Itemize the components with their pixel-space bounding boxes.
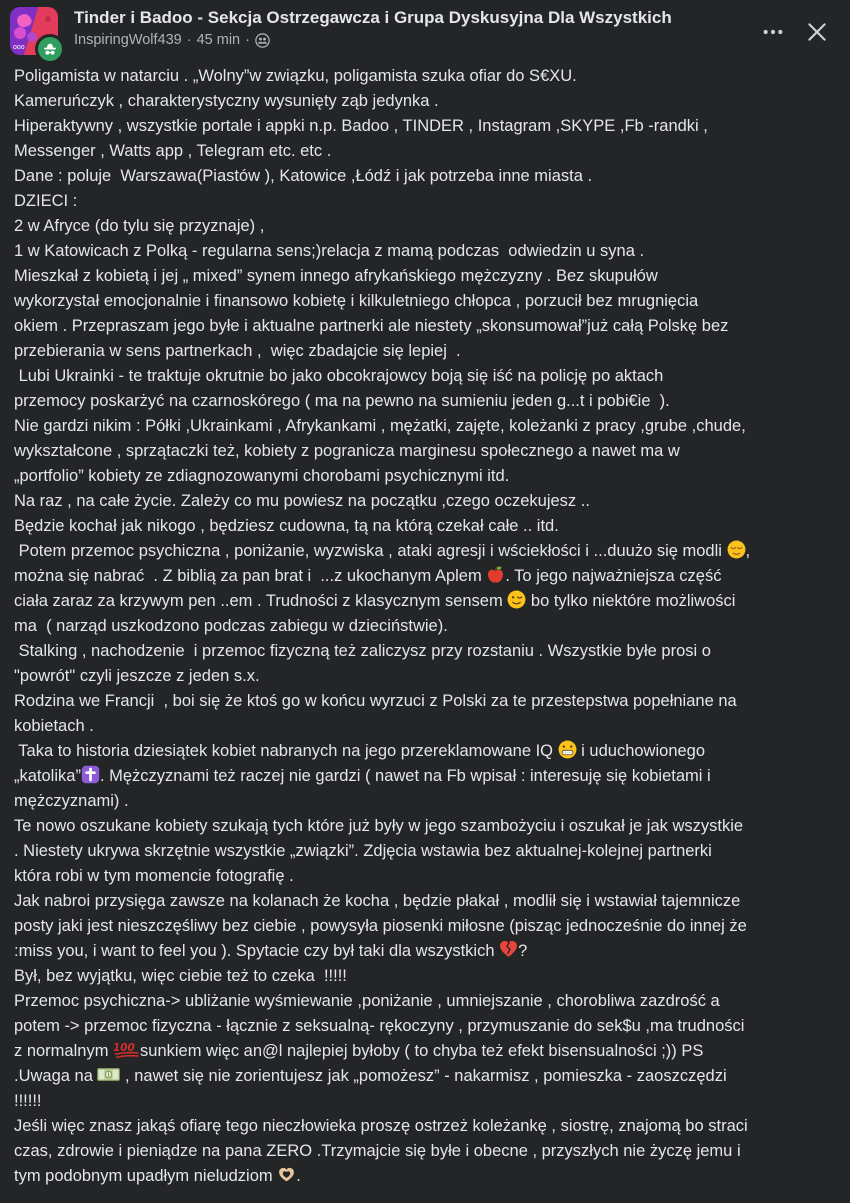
post-text-line: 2 w Afryce (do tylu się przyznaje) ,: [14, 217, 265, 235]
post-text-line: „katolika” . Mężczyznami też raczej nie gardzi ( nawet na Fb wpisał : interesuję się kobietami i: [14, 767, 711, 785]
post-text-line: posty jaki jest nieszczęśliwy bez ciebie , powysyła piosenki miłosne (pisząc jednocześnie do innej że: [14, 917, 747, 935]
post-text-line: Te nowo oszukane kobiety szukają tych które już były w jego szambożyciu i oszukał je jak wszystkie: [14, 817, 744, 835]
post-text-line: Taka to historia dziesiątek kobiet nabranych na jego przereklamowane IQ i uduchowionego: [14, 742, 706, 760]
close-button[interactable]: [802, 17, 832, 47]
group-name[interactable]: Tinder i Badoo - Sekcja Ostrzegawcza i Grupa Dyskusyjna Dla Wszystkich: [74, 8, 672, 27]
post-text-line: Dane : poluje Warszawa(Piastów ), Katowice ,Łódź i jak potrzeba inne miasta .: [14, 167, 593, 185]
dollar-banknote-icon: [97, 1066, 120, 1083]
post-text-line: Mieszkał z kobietą i jej „ mixed” synem innego afrykańskiego mężczyzny . Bez skupułów: [14, 267, 658, 285]
post-text-line: wykorzystał emocjonalnie i finansowo kobietę i kilkuletniego chłopca , porzucił bez mrugnięcia: [14, 292, 699, 310]
incognito-icon: [41, 40, 59, 58]
post-text-line: Stalking , nachodzenie i przemoc fizyczną też zaliczysz przy rozstaniu . Wszystkie byłe prosi o: [14, 642, 711, 660]
post-text-line: !!!!!!: [14, 1092, 42, 1110]
post-text-line: Jak nabroi przysięga zawsze na kolanach że kocha , będzie płakał , modlił się i wstawiał tajemnicze: [14, 892, 741, 910]
ellipsis-icon: [762, 21, 784, 43]
post-text-line: Hiperaktywny , wszystkie portale i appki n.p. Badoo , TINDER , Instagram ,SKYPE ,Fb -randki ,: [14, 117, 708, 135]
anonymous-badge: [35, 34, 65, 64]
more-options-button[interactable]: [760, 19, 786, 45]
group-avatar[interactable]: [10, 7, 58, 55]
post-text-line: .Uwaga na , nawet się nie zorientujesz jak „pomożesz” - nakarmisz , pomieszka - zaoszczędzi: [14, 1067, 727, 1085]
post-text-line: 1 w Katowicach z Polką - regularna sens;)relacja z mamą podczas odwiedzin u syna .: [14, 242, 645, 260]
winking-face-icon: [507, 590, 526, 609]
post-text-line: Poligamista w natarciu . „Wolny”w związku, poligamista szuka ofiar do S€XU.: [14, 67, 577, 85]
post-text-line: ma ( narząd uszkodzono podczas zabiegu w dzieciństwie).: [14, 617, 448, 635]
post-text-line: kobietach .: [14, 717, 94, 735]
post-text-line: Potem przemoc psychiczna , poniżanie, wyzwiska , ataki agresji i wściekłości i ...duużo się modli ,: [14, 542, 751, 560]
post-text-line: czas, zdrowie i pieniądze na pana ZERO .Trzymajcie się byłe i obecne , przyszłych nie życzę jemu i: [14, 1142, 741, 1160]
post-text-line: ciała zaraz za krzywym pen ..em . Trudności z klasycznym sensem bo tylko niektóre możliwości: [14, 592, 736, 610]
post-text-line: DZIECI :: [14, 192, 78, 210]
post-text-line: która robi w tym momencie fotografię .: [14, 867, 294, 885]
relieved-face-icon: [727, 540, 746, 559]
post-text-line: „portfolio” kobiety ze zdiagnozowanymi chorobami psychicznymi itd.: [14, 467, 510, 485]
broken-heart-icon: [499, 940, 518, 959]
group-privacy-icon: [255, 33, 270, 48]
red-apple-icon: [486, 565, 505, 584]
post-timestamp[interactable]: 45 min: [196, 32, 241, 48]
grimacing-face-icon: [558, 740, 577, 759]
post-text-line: potem -> przemoc fizyczna - łącznie z seksualną- rękoczyny , przymuszanie do sek$u ,ma trudności: [14, 1017, 745, 1035]
post-text-line: z normalnym 100 sunkiem więc an@l najlepiej byłoby ( to chyba też efekt bisensualności ;)) PS: [14, 1042, 704, 1060]
post-text-line: . Niestety ukrywa skrzętnie wszystkie „związki”. Zdjęcia wstawia bez aktualnej-kolejnej partnerki: [14, 842, 712, 860]
post-text-line: Lubi Ukrainki - te traktuje okrutnie bo jako obcokrajowcy boją się iść na policję po aktach: [14, 367, 664, 385]
post-text-line: Na raz , na całe życie. Zależy co mu powiesz na początku ,czego oczekujesz ..: [14, 492, 590, 510]
post-text-line: Kameruńczyk , charakterystyczny wysunięty ząb jedynka .: [14, 92, 439, 110]
svg-text:ooo: ooo: [13, 44, 25, 51]
post-text-line: tym podobnym upadłym nieludziom .: [14, 1167, 301, 1185]
close-icon: [804, 19, 830, 45]
author-name[interactable]: InspiringWolf439: [74, 32, 182, 48]
post-body: [0, 55, 850, 1189]
post-text-line: można się nabrać . Z biblią za pan brat i ...z ukochanym Aplem . To jego najważniejsza część: [14, 567, 722, 585]
separator-dot: ·: [186, 32, 192, 48]
post-text-line: Jeśli więc znasz jakąś ofiarę tego nieczłowieka proszę ostrzeż koleżankę , siostrę, znajomą bo straci: [14, 1117, 748, 1135]
hundred-points-icon: [113, 1040, 140, 1059]
post-text-line: przemocy poskarżyć na czarnoskórego ( ma na pewno na sumieniu jeden g...t i pobi€ie ).: [14, 392, 670, 410]
post-header: [0, 0, 850, 55]
latin-cross-icon: [81, 765, 100, 784]
post-text-line: Przemoc psychiczna-> ubliżanie wyśmiewanie ,poniżanie , umniejszanie , chorobliwa zazdrość a: [14, 992, 720, 1010]
post-text-line: Był, bez wyjątku, więc ciebie też to czeka !!!!!: [14, 967, 347, 985]
post-text-line: :miss you, i want to feel you ). Spytacie czy był taki dla wszystkich ?: [14, 942, 528, 960]
post-text-line: "powrót" czyli jeszcze z jeden s.x.: [14, 667, 260, 685]
post-text-line: Rodzina we Francji , boi się że ktoś go w końcu wyrzuci z Polski za te przestepstwa popełniane na: [14, 692, 737, 710]
svg-text:100: 100: [113, 1042, 135, 1055]
post-text-line: Nie gardzi nikim : Półki ,Ukrainkami , Afrykankami , mężatki, zajęte, koleżanki z pracy ,grube ,chude,: [14, 417, 746, 435]
post-text-line: Będzie kochał jak nikogo , będziesz cudowna, tą na którą czekał całe .. itd.: [14, 517, 559, 535]
post-text-line: przebierania w sens partnerkach , więc zbadajcie się lepiej .: [14, 342, 461, 360]
header-actions: [760, 5, 838, 47]
separator-dot: ·: [245, 32, 250, 48]
post-byline: [74, 32, 760, 48]
post-text-line: Messenger , Watts app , Telegram etc. etc .: [14, 142, 332, 160]
post-text-line: mężczyznami) .: [14, 792, 129, 810]
heart-hands-icon: [277, 1165, 296, 1184]
post-text-line: okiem . Przepraszam jego byłe i aktualne partnerki ale niestety „skonsumował”już całą Polskę bez: [14, 317, 729, 335]
header-text: [74, 5, 760, 48]
post-text-line: wykształcone , sprzątaczki też, kobiety z pogranicza marginesu społecznego a nawet ma w: [14, 442, 680, 460]
